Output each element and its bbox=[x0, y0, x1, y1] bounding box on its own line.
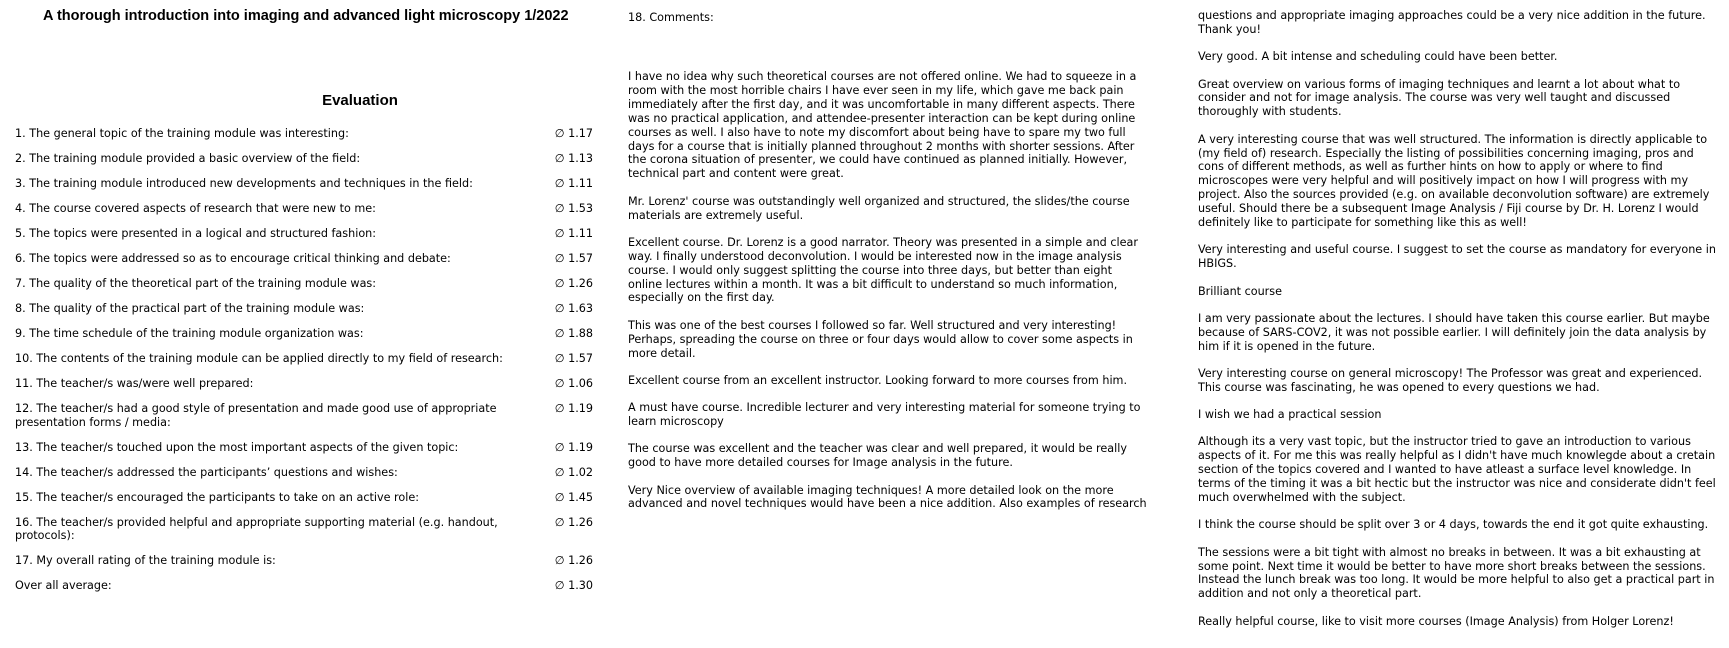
evaluation-list bbox=[15, 127, 593, 604]
evaluation-question: 1. The general topic of the training module was interesting: bbox=[15, 127, 349, 140]
evaluation-question: 8. The quality of the practical part of the training module was: bbox=[15, 302, 365, 315]
comment-paragraph: questions and appropriate imaging approaches could be a very nice addition in the future. Thank you! bbox=[1198, 9, 1706, 36]
evaluation-row bbox=[15, 252, 593, 266]
evaluation-row bbox=[15, 441, 593, 455]
evaluation-row bbox=[15, 554, 593, 568]
comment-paragraph: Excellent course. Dr. Lorenz is a good narrator. Theory was presented in a simple and clear way. I finally understood deconvolution. I would be interested now in the image analysis course. I would only suggest splitting the course into three days, but better than eight online lectures within a month. It was a bit difficult to understand so much information, especially on the first day. bbox=[628, 235, 1138, 305]
evaluation-question: 9. The time schedule of the training module organization was: bbox=[15, 327, 364, 340]
comment-paragraph: Although its a very vast topic, but the instructor tried to gave an introduction to various aspects of it. For me this was really helpful as I didn't have much knowlegde about a cretain section of the topics covered and I wanted to have atleast a surface level knowledge. In terms of the timing it was a bit hectic but the instructor was nice and considerate didn't feel much overwhelmed with the subject. bbox=[1198, 435, 1716, 505]
evaluation-question: 11. The teacher/s was/were well prepared: bbox=[15, 377, 254, 390]
evaluation-score: ∅ 1.26 bbox=[554, 277, 593, 290]
comment-paragraph: Great overview on various forms of imaging techniques and learnt a lot about what to consider and not for image analysis. The course was very well taught and discussed thoroughly with students. bbox=[1198, 77, 1681, 119]
comment-paragraph: Brilliant course bbox=[1198, 284, 1282, 298]
evaluation-question: 10. The contents of the training module can be applied directly to my field of research: bbox=[15, 352, 503, 365]
evaluation-row bbox=[15, 516, 593, 543]
evaluation-row bbox=[15, 402, 593, 429]
comment-paragraph: The sessions were a bit tight with almost no breaks in between. It was a bit exhausting at some point. Next time it would be better to have more short breaks between the sessions. Instead the lunch break was too long. It would be more helpful to also get a practical part in addition and not only a theoretical part. bbox=[1198, 545, 1715, 601]
evaluation-score: ∅ 1.17 bbox=[554, 127, 593, 140]
evaluation-row bbox=[15, 491, 593, 505]
comment-paragraph: Excellent course from an excellent instructor. Looking forward to more courses from him. bbox=[628, 373, 1128, 387]
comment-paragraph: I think the course should be split over 3 or 4 days, towards the end it got quite exhausting. bbox=[1198, 518, 1709, 532]
comment-paragraph: I wish we had a practical session bbox=[1198, 408, 1382, 422]
comment-paragraph: Very Nice overview of available imaging techniques! A more detailed look on the more advanced and novel techniques would have been a nice addition. Also examples of research bbox=[628, 483, 1147, 511]
evaluation-question: 17. My overall rating of the training module is: bbox=[15, 554, 276, 567]
comment-paragraph: The course was excellent and the teacher was clear and well prepared, it would be really good to have more detailed courses for Image analysis in the future. bbox=[628, 442, 1127, 470]
comments-list-2 bbox=[1198, 9, 1720, 642]
evaluation-score: ∅ 1.53 bbox=[554, 202, 593, 215]
evaluation-question: 7. The quality of the theoretical part of the training module was: bbox=[15, 277, 377, 290]
evaluation-score: ∅ 1.26 bbox=[554, 515, 593, 529]
evaluation-question: Over all average: bbox=[15, 579, 112, 592]
evaluation-row bbox=[15, 377, 593, 391]
evaluation-row bbox=[15, 152, 593, 166]
comment-paragraph: I have no idea why such theoretical courses are not offered online. We had to squeeze in a room with the most horrible chairs I have ever seen in my life, which gave me back pain immediately after the first day, and it was uncomfortable in many different aspects. There was no practical application, and attendee-presenter interaction can be kept during online courses as well. I also have to note my discomfort about being have to spare my two full days for a course that is initially planned throughout 2 months with shorter sessions. After the corona situation of presenter, we could have continued as planned initially. However, technical part and content were great. bbox=[628, 70, 1137, 181]
evaluation-question: 3. The training module introduced new developments and techniques in the field: bbox=[15, 177, 473, 190]
evaluation-row bbox=[15, 466, 593, 480]
evaluation-row bbox=[15, 579, 593, 593]
evaluation-question: 16. The teacher/s provided helpful and appropriate supporting material (e.g. handout, protocols): bbox=[15, 515, 498, 542]
comment-paragraph: Mr. Lorenz' course was outstandingly well organized and structured, the slides/the course materials are extremely useful. bbox=[628, 194, 1130, 222]
comment-paragraph: Really helpful course, like to visit more courses (Image Analysis) from Holger Lorenz! bbox=[1198, 614, 1674, 628]
evaluation-row bbox=[15, 327, 593, 341]
evaluation-row bbox=[15, 177, 593, 191]
evaluation-score: ∅ 1.63 bbox=[554, 302, 593, 315]
evaluation-score: ∅ 1.06 bbox=[554, 377, 593, 390]
evaluation-score: ∅ 1.88 bbox=[554, 327, 593, 340]
evaluation-heading: Evaluation bbox=[322, 92, 398, 109]
evaluation-question: 14. The teacher/s addressed the participants’ questions and wishes: bbox=[15, 465, 398, 479]
evaluation-score: ∅ 1.30 bbox=[554, 579, 593, 592]
evaluation-row bbox=[15, 277, 593, 291]
evaluation-score: ∅ 1.57 bbox=[554, 352, 593, 365]
evaluation-score: ∅ 1.11 bbox=[554, 227, 593, 240]
evaluation-score: ∅ 1.57 bbox=[554, 252, 593, 265]
document-title: A thorough introduction into imaging and advanced light microscopy 1/2022 bbox=[43, 8, 569, 24]
evaluation-row bbox=[15, 302, 593, 316]
evaluation-question: 4. The course covered aspects of research that were new to me: bbox=[15, 202, 376, 215]
evaluation-score: ∅ 1.19 bbox=[554, 402, 593, 415]
evaluation-question: 2. The training module provided a basic overview of the field: bbox=[15, 152, 361, 165]
comments-label: 18. Comments: bbox=[628, 11, 714, 24]
comment-paragraph: Very interesting course on general microscopy! The Professor was great and experienced. This course was fascinating, he was opened to every questions we had. bbox=[1198, 366, 1703, 394]
evaluation-row bbox=[15, 227, 593, 241]
evaluation-score: ∅ 1.13 bbox=[554, 152, 593, 165]
evaluation-row bbox=[15, 352, 593, 366]
evaluation-question: 5. The topics were presented in a logical and structured fashion: bbox=[15, 227, 377, 240]
evaluation-score: ∅ 1.26 bbox=[554, 554, 593, 567]
comment-paragraph: A very interesting course that was well structured. The information is directly applicable to (my field of) research. Especially the listing of possibilities concerning imaging, pros and cons of different methods, as well as further hints on how to apply or where to find microscopes were very helpful and will positively impact on how I will progress with my project. Also the sources provided (e.g. on available deconvolution software) are extremely useful. Should there be a subsequent Image Analysis / Fiji course by Dr. H. Lorenz I would definitely like to participate for something like this as well! bbox=[1198, 132, 1710, 230]
evaluation-question: 12. The teacher/s had a good style of presentation and made good use of appropriate presentation forms / media: bbox=[15, 402, 497, 429]
evaluation-question: 13. The teacher/s touched upon the most important aspects of the given topic: bbox=[15, 440, 459, 454]
evaluation-score: ∅ 1.11 bbox=[554, 177, 593, 190]
comment-paragraph: I am very passionate about the lectures. I should have taken this course earlier. But maybe because of SARS-COV2, it was not possible earlier. I will definitely join the data analysis by him if it is opened in the future. bbox=[1198, 311, 1710, 353]
evaluation-row bbox=[15, 202, 593, 216]
evaluation-question: 15. The teacher/s encouraged the participants to take on an active role: bbox=[15, 490, 419, 504]
evaluation-score: ∅ 1.19 bbox=[554, 440, 593, 454]
comments-list-1 bbox=[628, 70, 1148, 525]
comment-paragraph: A must have course. Incredible lecturer and very interesting material for someone trying to learn microscopy bbox=[628, 401, 1141, 429]
comment-paragraph: This was one of the best courses I followed so far. Well structured and very interesting! Perhaps, spreading the course on three or four days would allow to cover some aspects in more detail. bbox=[628, 318, 1133, 360]
comment-paragraph: Very good. A bit intense and scheduling could have been better. bbox=[1198, 50, 1558, 64]
evaluation-question: 6. The topics were addressed so as to encourage critical thinking and debate: bbox=[15, 252, 451, 265]
evaluation-score: ∅ 1.45 bbox=[554, 490, 593, 504]
comment-paragraph: Very interesting and useful course. I suggest to set the course as mandatory for everyone in HBIGS. bbox=[1198, 243, 1716, 271]
evaluation-row bbox=[15, 127, 593, 141]
evaluation-score: ∅ 1.02 bbox=[554, 465, 593, 479]
